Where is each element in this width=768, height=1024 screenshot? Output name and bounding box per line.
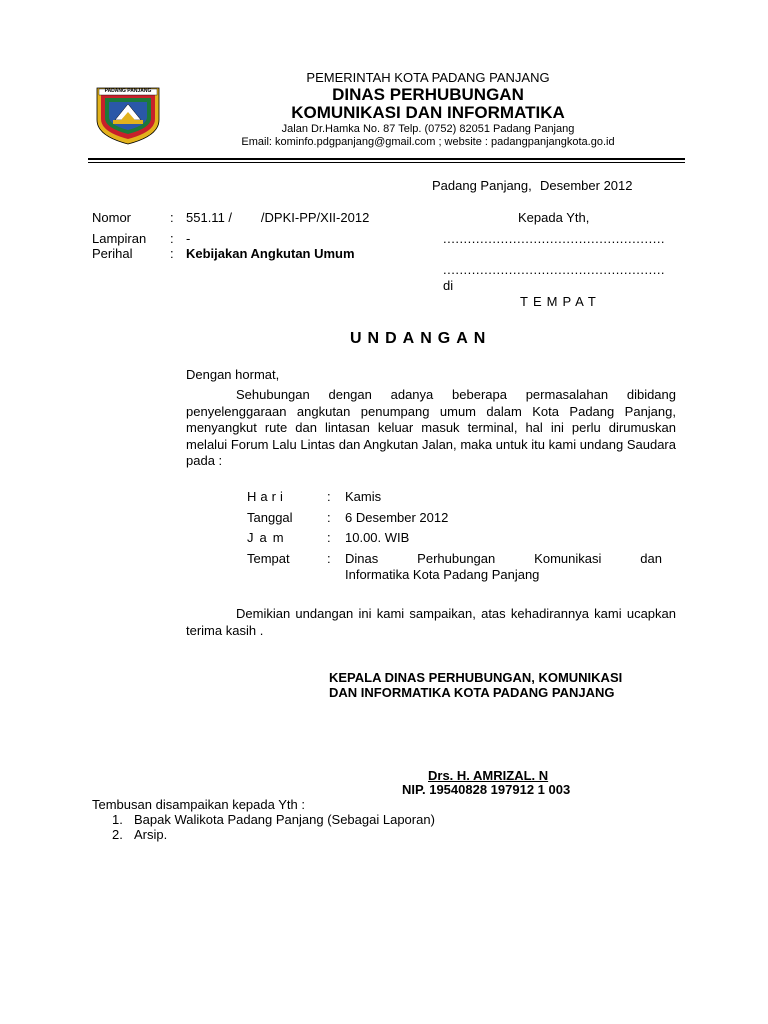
cc-item-text: Arsip.	[134, 827, 168, 842]
detail-tanggal-colon: :	[327, 510, 331, 525]
signatory-name: Drs. H. AMRIZAL. N	[428, 768, 549, 783]
letterhead-contact: Email: kominfo.pdgpanjang@gmail.com ; website : padangpanjangkota.go.id	[241, 136, 615, 148]
date-month: Desember 2012	[540, 178, 633, 193]
nomor-colon: :	[170, 210, 174, 225]
date-place: Padang Panjang,	[432, 178, 532, 193]
letter-title: UNDANGAN	[350, 330, 492, 347]
perihal-colon: :	[170, 246, 174, 261]
letterhead-divider-thin	[88, 162, 685, 163]
detail-hari-value: Kamis	[345, 489, 382, 504]
cc-item-text: Bapak Walikota Padang Panjang (Sebagai Laporan)	[134, 812, 435, 827]
signature-title-line1: KEPALA DINAS PERHUBUNGAN, KOMUNIKASI	[329, 670, 623, 685]
letterhead-government: PEMERINTAH KOTA PADANG PANJANG	[306, 70, 550, 85]
letterhead-address: Jalan Dr.Hamka No. 87 Telp. (0752) 82051 Padang Panjang	[281, 123, 575, 135]
detail-tanggal-value: 6 Desember 2012	[345, 510, 449, 525]
recipient-di: di	[443, 278, 454, 293]
signature-title-line2: DAN INFORMATIKA KOTA PADANG PANJANG	[329, 685, 615, 700]
detail-jam-label: Jam	[247, 530, 290, 545]
detail-jam-value: 10.00. WIB	[345, 530, 410, 545]
letterhead-agency-line1: DINAS PERHUBUNGAN	[332, 85, 524, 104]
recipient-address-dots: ......................................................	[443, 262, 666, 277]
body-paragraph: Sehubungan dengan adanya beberapa permasalahan dibidang penyelenggaraan angkutan penumpang umum dalam Kota Padang Panjang, menyangkut rute dan lintasan keluar masuk terminal, hal ini perlu dirumuskan melalui Forum Lalu Lintas dan Angkutan Jalan, maka untuk itu kami undang Saudara pada :	[186, 387, 676, 468]
lampiran-label: Lampiran	[92, 231, 147, 246]
recipient-tempat: TEMPAT	[520, 294, 601, 309]
cc-heading: Tembusan disampaikan kepada Yth :	[92, 797, 305, 812]
letterhead-agency-line2: KOMUNIKASI DAN INFORMATIKA	[291, 103, 565, 122]
detail-tempat-label: Tempat	[247, 551, 290, 566]
detail-tempat-colon: :	[327, 551, 331, 566]
detail-tempat-value-line2: Informatika Kota Padang Panjang	[345, 567, 540, 582]
letterhead-divider	[88, 158, 685, 160]
detail-hari-colon: :	[327, 489, 331, 504]
emblem-icon	[93, 86, 163, 146]
recipient-kepada: Kepada Yth,	[518, 210, 590, 225]
emblem-banner-text: PADANG PANJANG	[104, 88, 152, 94]
nomor-label: Nomor	[92, 210, 132, 225]
perihal-label: Perihal	[92, 246, 133, 261]
city-emblem-logo	[93, 86, 163, 146]
lampiran-value: -	[186, 231, 191, 246]
signatory-nip: NIP. 19540828 197912 1 003	[402, 782, 571, 797]
detail-tanggal-label: Tanggal	[247, 510, 293, 525]
detail-tempat-value-line1: Dinas Perhubungan Komunikasi dan	[345, 551, 662, 566]
nomor-value: 551.11 / /DPKI-PP/XII-2012	[186, 210, 370, 225]
cc-item-number: 2.	[112, 827, 123, 842]
detail-hari-label: Hari	[247, 489, 287, 504]
closing-paragraph: Demikian undangan ini kami sampaikan, atas kehadirannya kami ucapkan terima kasih .	[186, 606, 676, 638]
recipient-name-dots: ......................................................	[443, 231, 666, 246]
salutation: Dengan hormat,	[186, 367, 280, 382]
lampiran-colon: :	[170, 231, 174, 246]
detail-jam-colon: :	[327, 530, 331, 545]
cc-item-number: 1.	[112, 812, 123, 827]
perihal-value: Kebijakan Angkutan Umum	[186, 246, 355, 261]
